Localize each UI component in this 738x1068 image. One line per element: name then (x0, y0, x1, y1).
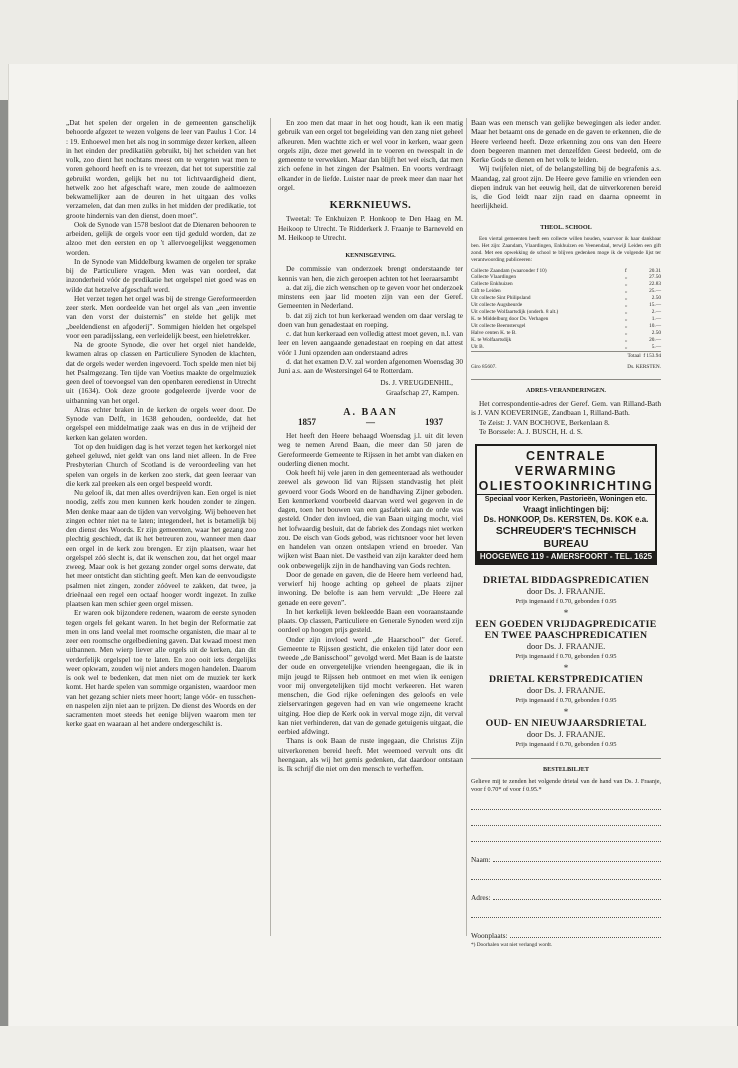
paragraph: Het heeft den Heere behaagd Woensdag j.l. uit dit leven weg te nemen Arend Baan, die meer dan 50 jaren de Gereformeerde Gemeente te Rijssen in het ambt van diaken en ouderling dienen mocht. (278, 431, 463, 468)
ad-headline: CENTRALE VERWARMING (514, 449, 618, 479)
collection-amount: 22.83 (649, 281, 661, 288)
paragraph: Te Borssele: A. J. BUSCH, H. d. S. (479, 426, 583, 436)
collection-label: Gift te Leiden (471, 288, 501, 295)
name-label: Naam: (471, 855, 491, 865)
collection-amount: 20.31 (649, 267, 661, 274)
paragraph: Er waren ook bijzondere redenen, waarom de eerste synoden tegen orgels fel gekant waren. In het begin der Reformatie zat men in ons land veelal met roomsche organisten, die maar al te zeer een roomsche orgelbediening gaven. Dat kwaad moest men uitbannen. Men wierp liever alle orgels uit de kerken, dan dit verderfelijk orgelspel toe te laten. En zoo ooit iets dergelijks weer opkwam, zouden wij niet anders mogen handelen. Daarom is ook wel te bedenken, dat men niet om de muziek ter kerk komt. Het harde spelen van sommige organisten, waardoor men van het gezang schier niets meer hoort; lange vóór- en tusschen- en naspelen zijn niet aan te prijzen. De dienst des Woords en der sacramenten moet steeds het eenige blijven waarom men ter kerke gaat en waaraan al het andere ondergeschikt is. (66, 608, 256, 729)
collection-amount: 2.50 (651, 329, 661, 336)
death-year: 1937 (425, 416, 443, 427)
giro-number: Giro 85607. (471, 363, 497, 370)
paragraph: Na de groote Synode, die over het orgel niet handelde, kwamen alras op classen en Particuliere Synoden de klachten, dat de orgels weder werden ingevoerd. Toch spelde men niet bij het Psalmgezang. Ten tijde van Voetius maakte de orgelmuziek geen deel of toevoegsel van den openbaren eeredienst in Utrecht uit (1634). Ook deze groote godgeleerde ijverde voor de uitbanning van het orgel. (66, 340, 256, 405)
paragraph: Door de genade en gaven, die de Heere hem verleend had, verwierf hij hooge achting op geheel de plaats zijner inwoning. De belofte is aan hem vervuld: „De Heere zal genade en eere geven”. (278, 569, 463, 607)
lower-margin (0, 1026, 738, 1068)
collection-currency: „ (625, 274, 628, 281)
collection-amount: 15.— (649, 302, 661, 309)
collection-table (471, 268, 661, 351)
collection-amount: 2.50 (651, 295, 661, 302)
section-heading-kennisgeving: KENNISGEVING. (345, 252, 396, 259)
ad-subline: Speciaal voor Kerken, Pastorieën, Woningen etc. (484, 496, 648, 504)
giro-line (471, 364, 661, 371)
book-title: OUD- EN NIEUWJAARSDRIETAL (485, 718, 647, 730)
collection-currency: „ (625, 281, 628, 288)
city-field[interactable] (471, 918, 661, 940)
section-heading-adres: ADRES-VERANDERINGEN. (526, 386, 606, 394)
collection-label: Uit collecte Augsbeurde (471, 302, 523, 309)
ad-headline-2: OLIESTOOKINRICHTING (478, 479, 654, 494)
collection-label: Halve centen K. te B. (471, 329, 517, 336)
signature-address: Graafschap 27, Kampen. (385, 387, 459, 397)
paragraph: Ook heeft hij vele jaren in den gemeenteraad als wethouder zeewel als gewoon lid van Rijssen standvastig het pleit gevoerd voor Gods Woord en de handhaving Zijner geboden. Een kenmerkend voorbeeld daarvan werd wel gegeven in de dagen, toen het bouwen van een gasfabriek aan de orde was gesteld. Onder den invloed, die van Baan uitging mocht, viel het lofwaardig besluit, dat de fabriek des Zondags niet werken zou. De eisch van Gods gebod, was richtsnoer voor het leven en handelen van onzen ontslapen vriend en broeder. Van wijken wist Baan niet. De vastheid van zijn karakter deed hem ook onbewegelijk zijn in de handhaving van Gods rechten. (278, 468, 463, 570)
order-line[interactable] (471, 810, 661, 826)
collection-total (471, 351, 661, 360)
order-line[interactable] (471, 826, 661, 842)
paragraph: Het verzet tegen het orgel was bij de strenge Gereformeerden zeer sterk. Men oordeelde van het orgel als van „een inventie van den vorst der duisternis” en stelde het gelijk met „beeldendienst en afgoderij”. Sommigen hielden het orgelspel voor een paradijsslang, een verleidelijk beest, een hieletrekker. (66, 293, 256, 340)
column-divider (466, 118, 467, 936)
book-title: DRIETAL KERSTPREDICATIEN (488, 674, 644, 686)
book-listing (471, 674, 661, 718)
collection-label: Collecte Zaandam (waaronder f 10) (471, 267, 547, 274)
book-author: door Ds. J. FRAANJE. (526, 685, 606, 696)
column-3 (471, 118, 661, 950)
paragraph: Te Zeist: J. VAN BOCHOVE, Berkenlaan 8. (479, 417, 610, 427)
collection-label: Collecte Vlaardingen (471, 274, 517, 281)
name-line[interactable] (493, 861, 661, 862)
paragraph: Onder zijn invloed werd „de Haarschool” der Geref. Gemeente te Rijssen gesticht, die enkelen tijd later door een tweede „de Banisschool” gevolgd werd. Met Baan is de laatste der oude en onvergetelijke vrienden heengegaan, die ik in mijn jeugd te Rijssen heb ontmoet en met wien ik eenigen voor mij onvergetelijken tijd mocht verkeeren. Het waren menschen, die God rijke oefeningen des geloofs en vele zielservaringen gegeven had en van wie ongemeene kracht uitging. Hoe diep de Kerk ook in verval moge zijn, dit verval kan niet verhinderen, dat van de genade getuigenis uitgaat, die eerbied afdwingt. (278, 634, 463, 736)
book-price: Prijs ingenaaid f 0.70, gebonden f 0.95 (515, 697, 617, 705)
order-line[interactable] (471, 864, 661, 880)
book-listing (471, 619, 661, 674)
paragraph: b. dat zij zich tot hun kerkeraad wenden om daar verslag te doen van hun genadestaat en roeping. (278, 310, 463, 329)
paragraph: En zoo men dat maar in het oog houdt, kan ik een matig gebruik van een orgel tot begeleiding van den zang niet geheel afkeuren. Men wachtte zich er wel voor in kerken, waar geen orgels zijn, deze met geweld in te voeren en tweespalt in de gemeente te verwekken. Maar dan blijft het wel eisch, dat men zich oefene in het zingen der Psalmen. En voorts verdraagt elkander in de liefde. Luister naar de preek meer dan naar het orgel. (278, 118, 463, 192)
order-line[interactable] (471, 902, 661, 918)
paragraph: c. dat hun kerkeraad een volledig attest moet geven, n.l. van leer en leven aangaande genadestaat en roeping en dat attest vóór 1 Juni opzenden aan onderstaand adres (278, 329, 463, 357)
collection-row (471, 274, 661, 281)
paragraph: De commissie van onderzoek brengt onderstaande ter kennis van hen, die zich geroepen achten tot het leeraarsambt (278, 264, 463, 283)
collection-label: Uit collecte Beemstersgel (471, 322, 526, 329)
collection-currency: „ (625, 315, 628, 322)
collection-currency: „ (625, 295, 628, 302)
collection-amount: 1.— (651, 315, 661, 322)
paragraph: Het correspondentie-adres der Geref. Gem. van Rilland-Bath is J. VAN KOEVERINGE, Zandbaan 1, Rilland-Bath. (471, 399, 661, 418)
total-value: f 153.94 (643, 353, 661, 360)
book-title: EEN GOEDEN VRIJDAGPREDICATIE EN TWEE PAASCHPREDICATIEN (475, 619, 657, 642)
name-field[interactable] (471, 842, 661, 864)
collection-row (471, 344, 661, 351)
city-label: Woonplaats: (471, 931, 508, 941)
collection-row (471, 337, 661, 344)
collection-row (471, 330, 661, 337)
collection-amount: 25.— (649, 288, 661, 295)
divider (471, 379, 661, 380)
collection-currency: „ (625, 322, 628, 329)
collection-row (471, 268, 661, 275)
address-field[interactable] (471, 880, 661, 902)
paragraph: Tweetal: Te Enkhuizen P. Honkoop te Den Haag en M. Heikoop te Utrecht. Te Ridderkerk J. Fraanje te Barneveld en M. Heikoop te Utrecht. (278, 214, 463, 242)
paragraph: Nu geloof ik, dat men alles overdrijven kan. Een orgel is niet noodig, zelfs zou men kunnen kerk houden zonder te zingen. Men denke maar aan de tijden van vervolging. Wij behoeven het zingen echter niet na te laten; integendeel, het is betamelijk bij den dienst des Woords. Er zijn gemeenten, waar het gezang zoo plechtig geschiedt, dat ik het betreuren zou, wanneer men daar een orgel in de kerk zou brengen. Er zijn plaatsen, waar het orgelspel zóó slecht is, dat ik wenschen zou, dat het orgel maar zweeg. Maar ook is het gezang zonder orgel soms derwate, dat het meer ontsticht dan stichting geeft. Men kan de eenvoudigste psalmen niet zingen, zonder zóóveel te zakken, dat twee, ja drieënaal een regel een octaaf hooger wordt ingezet. In zulke plaatsen kan men schier geen orgel missen. (66, 488, 256, 608)
order-form-text: Gelieve mij te zenden het volgende drietal van de hand van Ds. J. Fraanje, voor f 0.70* of voor f 0.95.* (471, 778, 661, 794)
paragraph: „Dat het spelen der orgelen in de gemeenten ganschelijk behoorde afgezet te wezen volgens de leer van Paulus 1 Cor. 14 : 19. Enhoewel men het als nog in sommige dezer kerken, alleen in het einden der predikatiën gebruikt, bij het scheiden van het volk, zoo dient het nochtans meest om te vergeten wat men te voren gehoord heeft en is te vreezen, dat het tot superstitie zal gebruikt worden, gelijk het nu tot lichtvaardigheid dient, hetwelk zoo het afgeschaft ware, men zoude de aalmoezen bekwamelijker aan de deuren in het uitgaan des volks verzamelen, dat dan men zulks in het midden der predikatie, tot groote hindernis van den dienst, doen moet”. (66, 118, 256, 220)
book-author: door Ds. J. FRAANJE. (526, 729, 606, 740)
separator-star: * (563, 707, 569, 718)
collection-label: Collecte Enkhuizen (471, 281, 513, 288)
year-dash: — (366, 416, 375, 427)
birth-year: 1857 (298, 416, 316, 427)
collection-label: K. te Middelburg door Ds. Verhagen (471, 315, 549, 322)
ad-subline: Ds. HONKOOP, Ds. KERSTEN, Ds. KOK e.a. (483, 515, 649, 525)
collection-label: Uit B. (471, 343, 484, 350)
paragraph: a. dat zij, die zich wenschen op te geven voor het onderzoek minstens een jaar lid moeten zijn van een der Geref. Gemeenten in Nederland. (278, 282, 463, 311)
collection-label: K. te Wolfaartsdijk (471, 336, 512, 343)
collection-amount: 2.— (651, 309, 661, 315)
collection-amount: 10.— (649, 322, 661, 329)
paragraph: Alras echter braken in de kerken de orgels weer door. De Synode van Delft, in 1638 gehouden, oordeelde, dat het orgelspel een middelmatige zaak was en dus in de vrijheid der kerken kan gelaten worden. (66, 404, 256, 442)
obituary-heading: A. BAAN (343, 406, 398, 418)
order-form-heading: BESTELBILJET (542, 766, 590, 774)
book-author: door Ds. J. FRAANJE. (526, 641, 606, 652)
paragraph: Baan was een mensch van gelijke bewegingen als ieder ander. Maar het betaamt ons de genade en de gaven te erkennen, die de Heere verleend heeft. Deze erkenning zou ons van den Heere doen begeeren mannen met denzelfden Geest bedeeld, om de Kerke Gods te dienen en het volk te leiden. (471, 118, 661, 164)
divider (471, 758, 661, 759)
paragraph: d. dat het examen D.V. zal worden afgenomen Woensdag 30 Juni a.s. aan de Westersingel 64 te Rotterdam. (278, 356, 463, 375)
collection-currency: „ (625, 288, 628, 295)
collection-amount: 20.— (649, 336, 661, 343)
collection-row (471, 323, 661, 330)
address-line[interactable] (493, 899, 661, 900)
separator-star: * (563, 663, 569, 674)
collection-currency: „ (625, 302, 628, 309)
book-price: Prijs ingenaaid f 0.70, gebonden f 0.95 (515, 598, 617, 606)
signature: Ds. J. VREUGDENHIL, (380, 378, 453, 388)
collection-amount: 5.— (651, 343, 661, 350)
obituary-years (278, 418, 463, 427)
paragraph: In het kerkelijk leven bekleedde Baan een vooraanstaande plaats. Op classen, Particuliere en Generale Synoden werd zijn oordeel op hoogen prijs gesteld. (278, 606, 463, 635)
ad-address-bar: HOOGEWEG 119 - AMERSFOORT - TEL. 1625 (477, 551, 655, 563)
book-author: door Ds. J. FRAANJE. (526, 586, 606, 597)
collection-row (471, 316, 661, 323)
collection-currency: f (625, 267, 627, 274)
footnote: *) Doorhalen wat niet verlangd wordt. (471, 942, 553, 949)
book-price: Prijs ingenaaid f 0.70, gebonden f 0.95 (515, 653, 617, 661)
column-1 (66, 118, 256, 729)
collection-label: Uit collecte Wolfaartsdijk (onderh. 8 alt.) (471, 309, 559, 315)
total-label: Totaal (627, 353, 641, 360)
collection-currency: „ (625, 343, 628, 350)
collection-label: Uit collecte Sint Philipsland (471, 295, 531, 302)
paragraph: Wij twijfelen niet, of de belangstelling bij de begrafenis a.s. Maandag, zal groot zijn. De Heere geve familie en vrienden een diepen indruk van het eeuwig heil, dat de uitverkorenen bereid is, die God leidt naar zijn raad en daarna opneemt in heerlijkheid. (471, 164, 661, 211)
heating-advertisement (475, 444, 657, 565)
collection-amount: 27.50 (649, 274, 661, 281)
collection-currency: „ (625, 309, 628, 315)
paragraph: Tot op den huidigen dag is het verzet tegen het kerkorgel niet geheel geluwd, niet geldt van ons land niet alleen. In de Free Presbyterian Church of Scotland is de veroordeeling van het spelen van orgels in de kerken zoo sterk, dat geen leeraar van die kerk zal preeken als een orgel bespeeld wordt. (66, 441, 256, 488)
column-2 (278, 118, 463, 773)
book-listing (471, 718, 661, 750)
giro-signature: Ds. KERSTEN. (627, 363, 661, 370)
paragraph: Thans is ook Baan de ruste ingegaan, die Christus Zijn uitverkorenen bereid heeft. Met weemoed vervult ons dit heengaan, als wij het gemis gedenken, dat daardoor ontstaan is. Ik schrijf die niet om den mensch te verheffen. (278, 736, 463, 773)
address-label: Adres: (471, 893, 491, 903)
book-listing (471, 575, 661, 619)
separator-star: * (563, 608, 569, 619)
order-line[interactable] (471, 794, 661, 810)
theol-school-intro: Een viertal gemeenten heeft een collecte willen houden, waarvoor ik haar dankbaar ben. Het zijn: Zaandam, Vlaardingen, Enkhuizen en Veenendaal, terwijl Leiden een gift zond. Met een opwekking de school te blijven gedenken moge ik de volgende lijst ter verantwoording publiceeren: (471, 235, 661, 264)
section-heading-kerknieuws: KERKNIEUWS. (329, 200, 412, 211)
paragraph: Ook de Synode van 1578 besloot dat de Dienaren behooren te arbeiden, gelijk de orgels voor een tijd geduld worden, dat ze alzoo met den eersten en op 't allervoegelijkst weggenomen worden. (66, 219, 256, 257)
section-heading-theol-school: THEOL. SCHOOL (540, 223, 592, 231)
collection-row (471, 309, 661, 316)
ad-company: SCHREUDER'S TECHNISCH BUREAU (495, 525, 637, 551)
book-price: Prijs ingenaaid f 0.70, gebonden f 0.95 (515, 741, 617, 749)
collection-row (471, 302, 661, 309)
ad-subline: Vraagt inlichtingen bij: (523, 505, 609, 515)
collection-currency: „ (625, 336, 628, 343)
collection-currency: „ (625, 329, 628, 336)
book-title: DRIETAL BIDDAGSPREDICATIEN (482, 575, 650, 587)
paragraph: In de Synode van Middelburg kwamen de orgelen ter sprake bij de Particuliere vragen. Men was van oordeel, dat inzonderheid vóór de predikatie het orgelspel niet goed was en wilde dat hetzelve afgeschaft werd. (66, 256, 256, 294)
column-divider (270, 118, 271, 936)
collection-row (471, 295, 661, 302)
city-line[interactable] (510, 937, 661, 938)
collection-row (471, 288, 661, 295)
